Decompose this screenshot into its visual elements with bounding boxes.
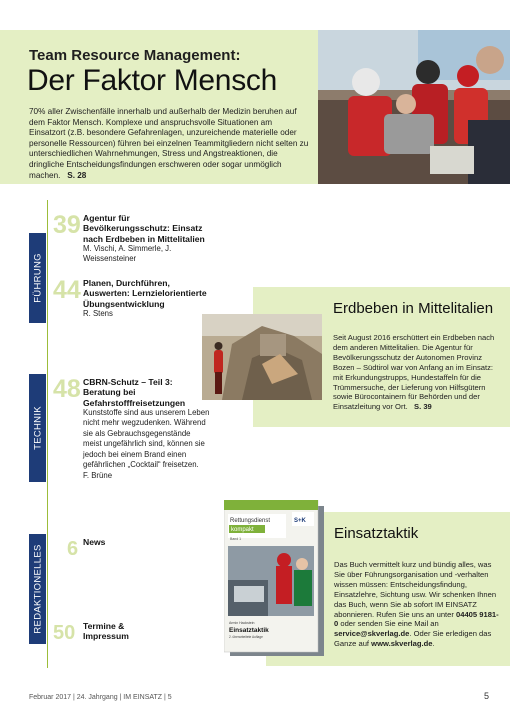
toc-page-number: 50 [53, 622, 76, 644]
feature-page-ref: S. 28 [67, 170, 87, 180]
toc-author: M. Vischi, A. Simmerle, J. Weissensteiner [83, 244, 172, 264]
toc-page-number: 44 [53, 276, 81, 304]
footer-info: Februar 2017 | 24. Jahrgang | IM EINSATZ | 5 [29, 694, 172, 701]
book-edition: 2. überarbeitete Auflage [229, 635, 263, 639]
feature-kicker: Team Resource Management: [29, 47, 241, 64]
toc-author: F. Brüne [83, 471, 113, 480]
page-number: 5 [483, 691, 489, 701]
section-tab-technik: TECHNIK [29, 374, 46, 482]
toc-title: Termine & Impressum [83, 621, 129, 642]
einsatztaktik-text: Das Buch vermittelt kurz und bündig alles, was Sie über Führungsorganisation und -verhalten wissen müssen: Entscheidungsfindung, Einsatzlehre, Sichtung usw. Wir schenken Ihnen das Buch, wenn Sie ab sofort IM EINSATZ abonnieren. Rufen Sie uns an unter 04405 9181-0 oder senden Sie eine Mail an service@skverlag.de. Oder Sie erledigen das Ganze auf www.skverlag.de. [334, 560, 499, 649]
section-tab-fuehrung: FÜHRUNG [29, 233, 46, 323]
book-title: Einsatztaktik [229, 627, 269, 634]
toc-page-number: 6 [67, 538, 79, 560]
website-link[interactable]: www.skverlag.de [371, 639, 433, 649]
erdbeben-text: Seit August 2016 erschüttert ein Erdbeben nach dem anderen Mittelitalien. Die Agentur für Bevölkerungsschutz der Autonomen Provinz Bozen – Südtirol war von Anfang an im Einsatz: mit Erkundungstrupps, Hundestaffeln für die Trümmersuche, der Lieferung von Hilfsgütern sowie Bürocontainern für Behörden und der Einsatzleitung vor Ort. S. 39 [333, 333, 495, 412]
email-link[interactable]: service@skverlag.de [334, 629, 410, 639]
book-cover [224, 500, 326, 658]
book-publisher: S+K [294, 518, 306, 524]
toc-timeline [47, 200, 48, 668]
toc-teaser: Kunststoffe sind aus unserem Leben nicht mehr wegzudenken. Während sie als Gebrauchsgegenstände meist ungefährlich sind, können sie jedoch bei einem Brand einen gefährlichen „Cocktail“ freisetzen. [83, 408, 210, 470]
paramedic-team-photo [318, 30, 510, 184]
toc-title: News [83, 537, 106, 547]
feature-title: Der Faktor Mensch [27, 64, 277, 97]
toc-title: CBRN-Schutz – Teil 3: Beratung bei Gefahrstofffreisetzungen [83, 377, 186, 408]
erdbeben-page-ref: S. 39 [414, 402, 432, 412]
earthquake-rubble-photo [202, 314, 322, 400]
toc-page-number: 48 [53, 375, 81, 403]
toc-author: R. Stens [83, 309, 113, 318]
einsatztaktik-title: Einsatztaktik [334, 525, 419, 542]
toc-title: Agentur für Bevölkerungsschutz: Einsatz nach Erdbeben in Mittelitalien [83, 213, 205, 244]
book-series2: kompakt [231, 527, 254, 533]
feature-lead: 70% aller Zwischenfälle innerhalb und außerhalb der Medizin beruhen auf dem Faktor Mensch. Komplexe und anspruchsvolle Situationen am Einsatzort (z.B. besondere Gefahrenlagen, unzureichende materielle oder personelle Ressourcen) führen bei einzelnen Teammitgliedern nicht selten zu unterschiedlichen Wahrnehmungen, Stress und Angstreaktionen, die dringliche Entscheidungsfindungen erschweren oder sogar unmöglich machen. S. 28 [29, 107, 309, 180]
toc-page-number: 39 [53, 211, 81, 239]
book-author: Armin Hackstein [229, 621, 255, 625]
book-band: Band 1 [230, 537, 242, 541]
phone-number[interactable]: 04405 9181-0 [334, 609, 499, 629]
section-tab-redaktionelles: REDAKTIONELLES [29, 534, 46, 644]
toc-title: Planen, Durchführen, Auswerten: Lernzielorientierte Übungsentwicklung [83, 278, 207, 309]
erdbeben-title: Erdbeben in Mittelitalien [333, 300, 494, 317]
book-series: Rettungsdienst [230, 518, 271, 524]
